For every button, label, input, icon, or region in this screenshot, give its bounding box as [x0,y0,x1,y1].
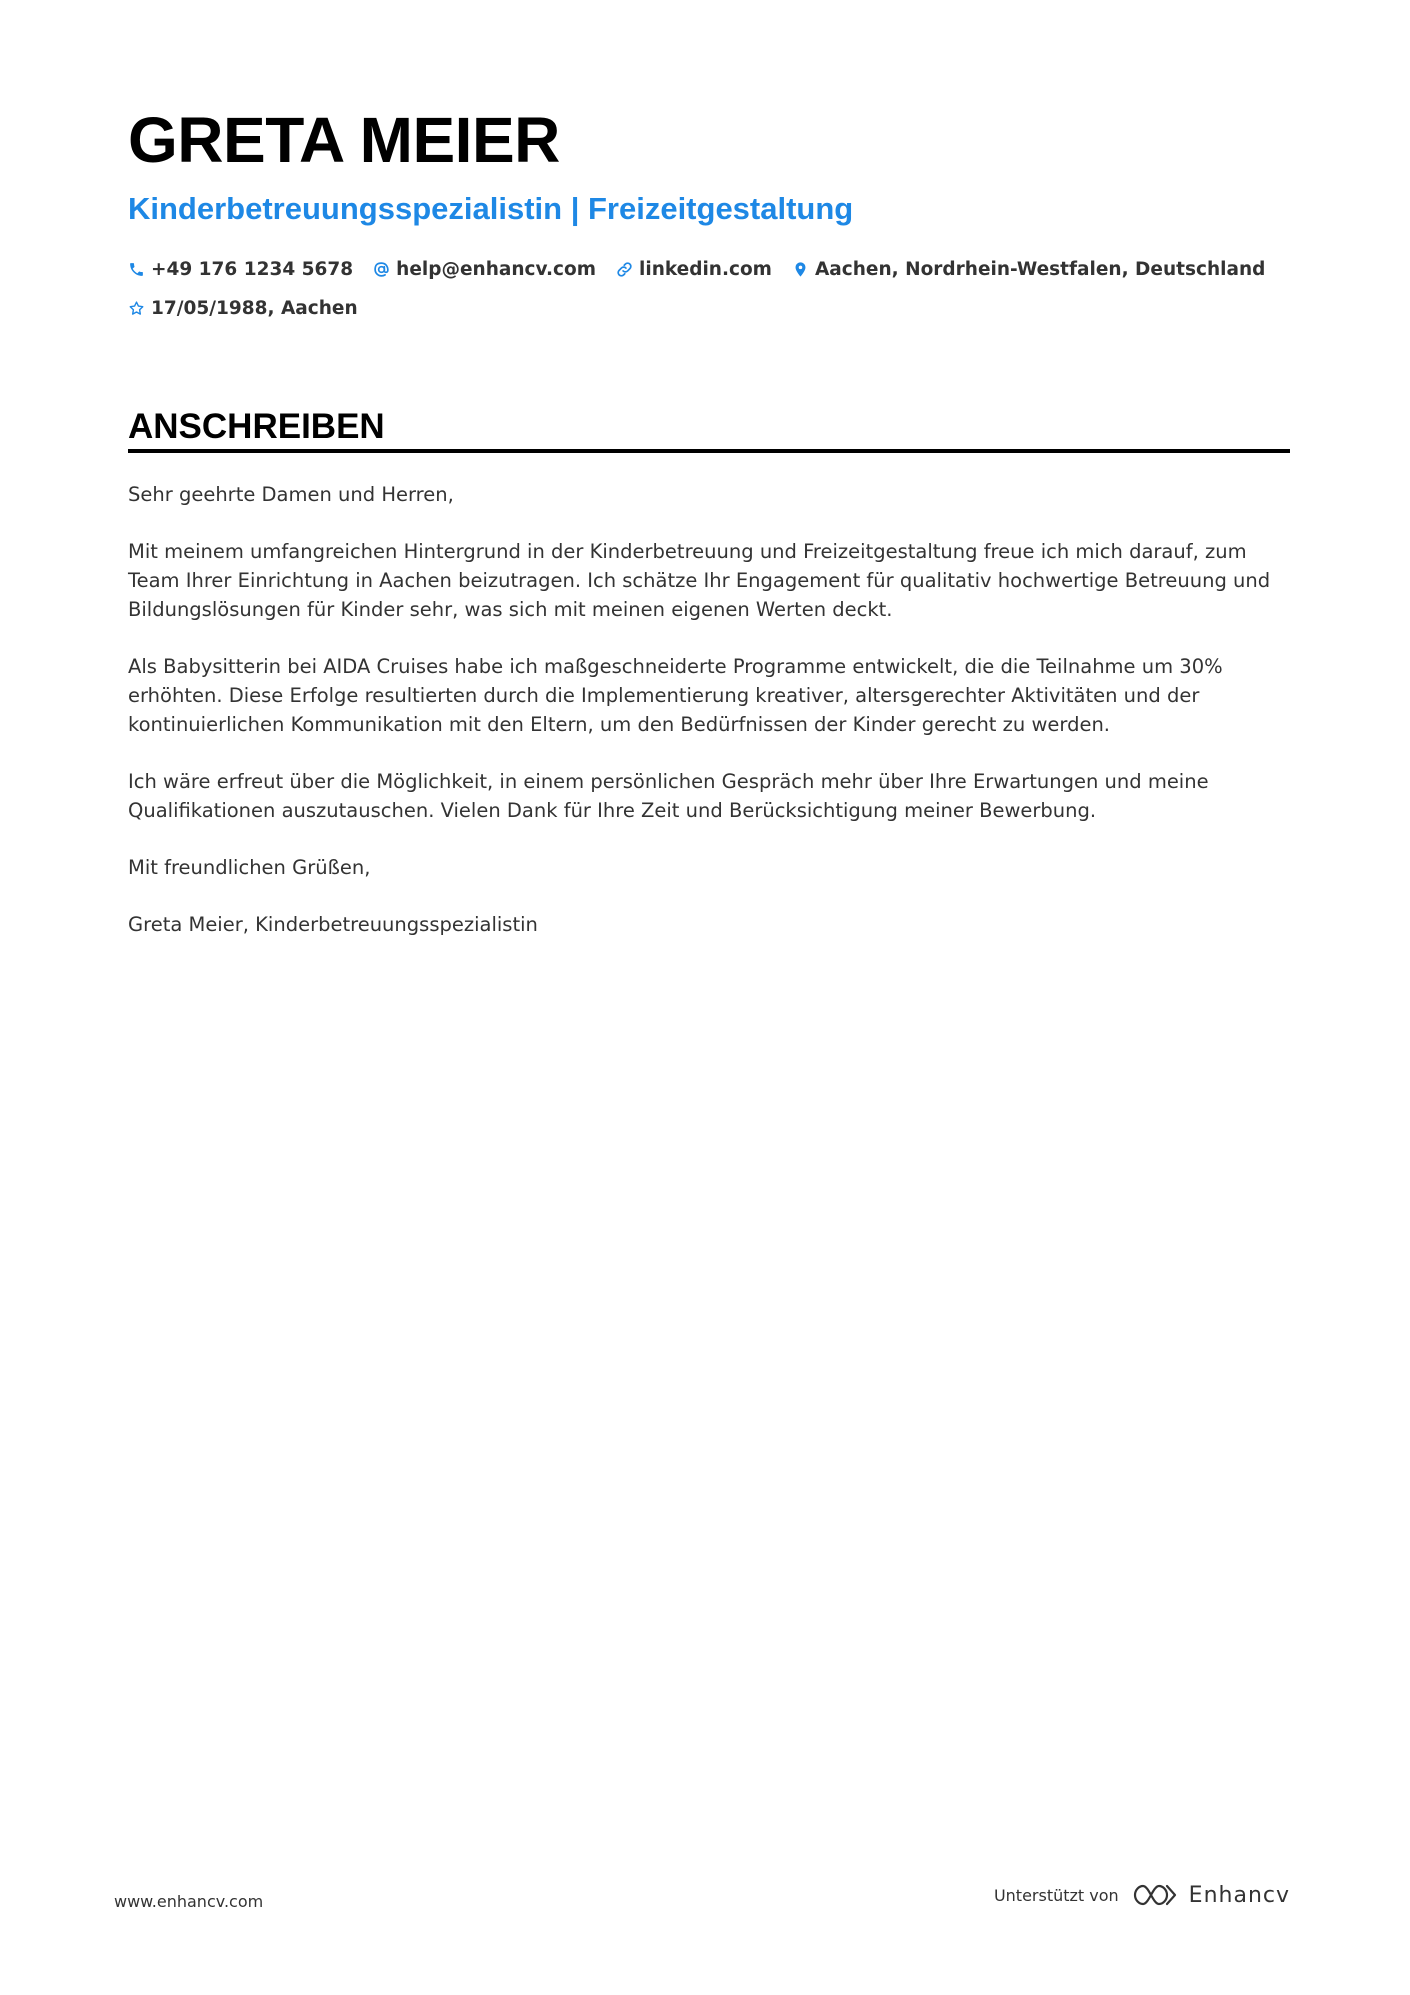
contact-email[interactable] [373,259,596,280]
section-divider [128,449,1290,453]
linkedin-text[interactable]: linkedin.com [639,258,772,280]
powered-by-text: Unterstützt von [993,1885,1119,1905]
contact-location [792,259,1265,280]
email-text[interactable]: help@enhancv.com [396,258,597,280]
letter-paragraph: Als Babysitterin bei AIDA Cruises habe ich maßgeschneiderte Programme entwickelt, die die Teilnahme um 30% erhöhten. Diese Erfolge resultierten durch die Implementierung kreativer, altersgerechter Aktivitäten und der kontinuierlichen Kommunikation mit den Eltern, um den Bedürfnissen der Kinder gerecht zu werden. [128,655,1223,736]
letter-paragraph: Ich wäre erfreut über die Möglichkeit, in einem persönlichen Gespräch mehr über Ihre Erwartungen und meine Qualifikationen auszutauschen. Vielen Dank für Ihre Zeit und Berücksichtigung meiner Bewerbung. [128,770,1209,822]
candidate-name: GRETA MEIER [128,104,560,176]
location-pin-icon [792,261,809,278]
letter-paragraph: Mit meinem umfangreichen Hintergrund in der Kinderbetreuung und Freizeitgestaltung freue ich mich darauf, zum Team Ihrer Einrichtung in Aachen beizutragen. Ich schätze Ihr Engagement für qualitativ hochwertige Betreuung und Bildungslösungen für Kinder sehr, was sich mit meinen eigenen Werten deckt. [128,540,1271,621]
contact-linkedin[interactable] [616,259,772,280]
letter-signature: Greta Meier, Kinderbetreuungsspezialistin [128,913,538,936]
birth-text: 17/05/1988, Aachen [151,297,358,319]
phone-icon [128,261,145,278]
candidate-headline: Kinderbetreuungsspezialistin | Freizeitgestaltung [128,191,854,226]
section-title: ANSCHREIBEN [128,407,385,446]
phone-text: +49 176 1234 5678 [151,258,354,280]
contact-phone [128,259,353,280]
contact-info [128,254,1288,332]
brand-name: Enhancv [1188,1882,1290,1908]
contact-row [128,254,1288,284]
letter-body [128,480,1288,967]
letter-closing: Mit freundlichen Grüßen, [128,856,371,879]
enhancv-logo-icon [1131,1880,1179,1910]
footer-branding [994,1880,1290,1910]
star-icon [128,300,145,317]
contact-row [128,293,1288,323]
at-sign-icon [373,261,390,278]
location-text: Aachen, Nordrhein-Westfalen, Deutschland [814,258,1266,280]
footer-website[interactable]: www.enhancv.com [114,1892,264,1911]
letter-salutation: Sehr geehrte Damen und Herren, [128,483,454,506]
contact-birth [128,298,358,319]
link-icon [616,261,633,278]
